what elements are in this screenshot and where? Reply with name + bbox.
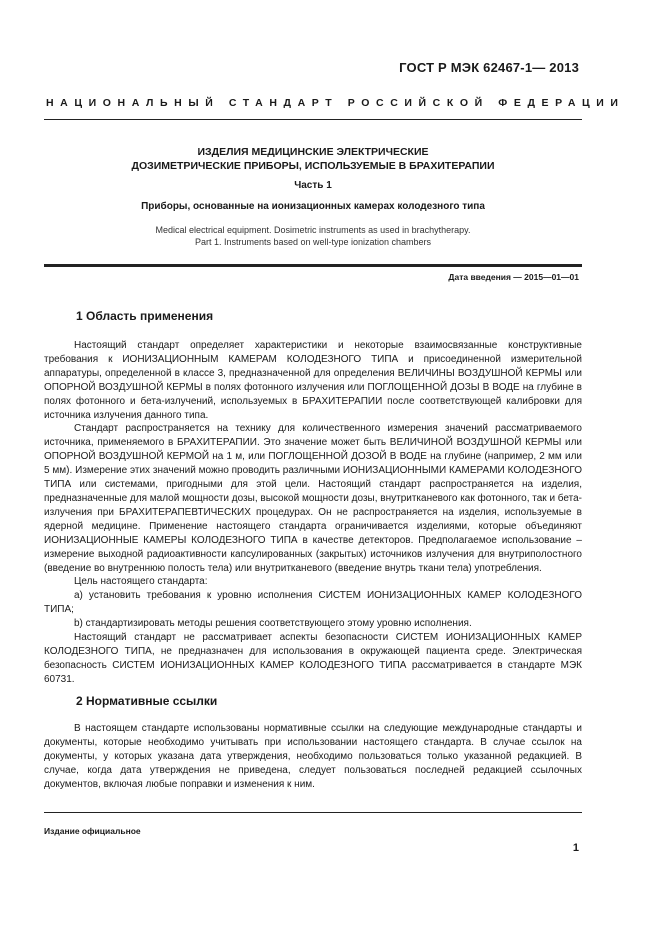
section-1-body [44, 339, 582, 687]
title-line-1: ИЗДЕЛИЯ МЕДИЦИНСКИЕ ЭЛЕКТРИЧЕСКИЕ [197, 146, 429, 158]
paragraph: Настоящий стандарт определяет характеристики и некоторые взаимосвязанные конструктивные требования к ИОНИЗАЦИОННЫМ КАМЕРАМ КОЛОДЕЗНОГО ТИПА и присоединенной измерительной аппаратуры, определенной в классе 3, предназначенной для определения ВЕЛИЧИНЫ ВОЗДУШНОЙ КЕРМЫ или ОПОРНОЙ ВОЗДУШНОЙ КЕРМЫ в полях фотонного излучения или ПОГЛОЩЕННОЙ ДОЗЫ В ВОДЕ на глубине в полях фотонного и бета-излучений, используемых в БРАХИТЕРАПИИ после соответствующей калибровки для источника излучения данного типа. [44, 340, 582, 421]
paragraph: В настоящем стандарте использованы нормативные ссылки на следующие международные стандарты и документы, которые необходимо учитывать при использовании настоящего стандарта. В случае ссылок на документы, у которых указана дата утверждения, необходимо пользоваться только указанной редакцией. В случае, когда дата утверждения не приведена, следует пользоваться последней редакцией ссылочных документов, включая любые поправки и изменения к ним. [44, 723, 582, 790]
section-2-body [44, 722, 582, 792]
header-divider [44, 119, 582, 120]
paragraph: Настоящий стандарт не рассматривает аспекты безопасности СИСТЕМ ИОНИЗАЦИОННЫХ КАМЕР КОЛОДЕЗНОГО ТИПА, не предназначен для использования в окружающей пациента среде. Электрическая безопасность СИСТЕМ ИОНИЗАЦИОННЫХ КАМЕР КОЛОДЕЗНОГО ТИПА рассматривается в стандарте МЭК 60731. [44, 632, 582, 685]
list-item: b) стандартизировать методы решения соответствующего этому уровню исполнения. [74, 618, 472, 630]
paragraph: Цель настоящего стандарта: [74, 576, 208, 588]
page-number: 1 [572, 842, 579, 854]
standard-code: ГОСТ Р МЭК 62467-1— 2013 [399, 60, 579, 75]
footer-divider [44, 812, 582, 813]
intro-date: Дата введения — 2015—01—01 [448, 272, 579, 282]
english-title-line-1: Medical electrical equipment. Dosimetric instruments as used in brachytherapy. [155, 225, 471, 235]
title-divider [44, 264, 582, 267]
section-2-heading: 2 Нормативные ссылки [76, 694, 218, 708]
national-standard-heading: НАЦИОНАЛЬНЫЙ СТАНДАРТ РОССИЙСКОЙ ФЕДЕРАЦИИ [46, 97, 625, 109]
edition-label: Издание официальное [44, 826, 141, 836]
section-1-heading: 1 Область применения [76, 309, 214, 323]
part-label: Часть 1 [294, 180, 332, 191]
paragraph: Стандарт распространяется на технику для количественного измерения значений рассматриваемого источника, применяемого в БРАХИТЕРАПИИ. Это значение может быть ВЕЛИЧИНОЙ ВОЗДУШНОЙ КЕРМЫ или ОПОРНОЙ ВОЗДУШНОЙ КЕРМОЙ на 1 м, или ПОГЛОЩЕННОЙ ДОЗОЙ В ВОДЕ на глубине (например, 2 мм или 5 мм). Измерение этих значений можно проводить различными ИОНИЗАЦИОННЫМИ КАМЕРАМИ КОЛОДЕЗНОГО ТИПА или системами, пригодными для этой цели. Настоящий стандарт распространяется на изделия, предназначенные для малой мощности дозы, высокой мощности дозы, внутритканевого как фотонного, так и бета-излучения при БРАХИТЕРАПЕВТИЧЕСКИХ процедурах. Он не распространяется на изделия, используемые в ядерной медицине. Применение настоящего стандарта ограничивается изделиями, которые объединяют ИОНИЗАЦИОННЫЕ КАМЕРЫ КОЛОДЕЗНОГО ТИПА в качестве детекторов. Предполагаемое использование – измерение выходной радиоактивности капсулированных (закрытых) источников излучения для внутриполостного (введение во внутреннюю полость тела) или внутритканевого (введение внутрь ткани тела) употребления. [44, 423, 583, 574]
title-line-2: ДОЗИМЕТРИЧЕСКИЕ ПРИБОРЫ, ИСПОЛЬЗУЕМЫЕ В БРАХИТЕРАПИИ [131, 160, 495, 172]
subtitle: Приборы, основанные на ионизационных камерах колодезного типа [141, 201, 485, 212]
list-item: а) установить требования к уровню исполнения СИСТЕМ ИОНИЗАЦИОННЫХ КАМЕР КОЛОДЕЗНОГО ТИПА; [44, 590, 582, 616]
english-title-line-2: Part 1. Instruments based on well-type ionization chambers [194, 237, 432, 247]
